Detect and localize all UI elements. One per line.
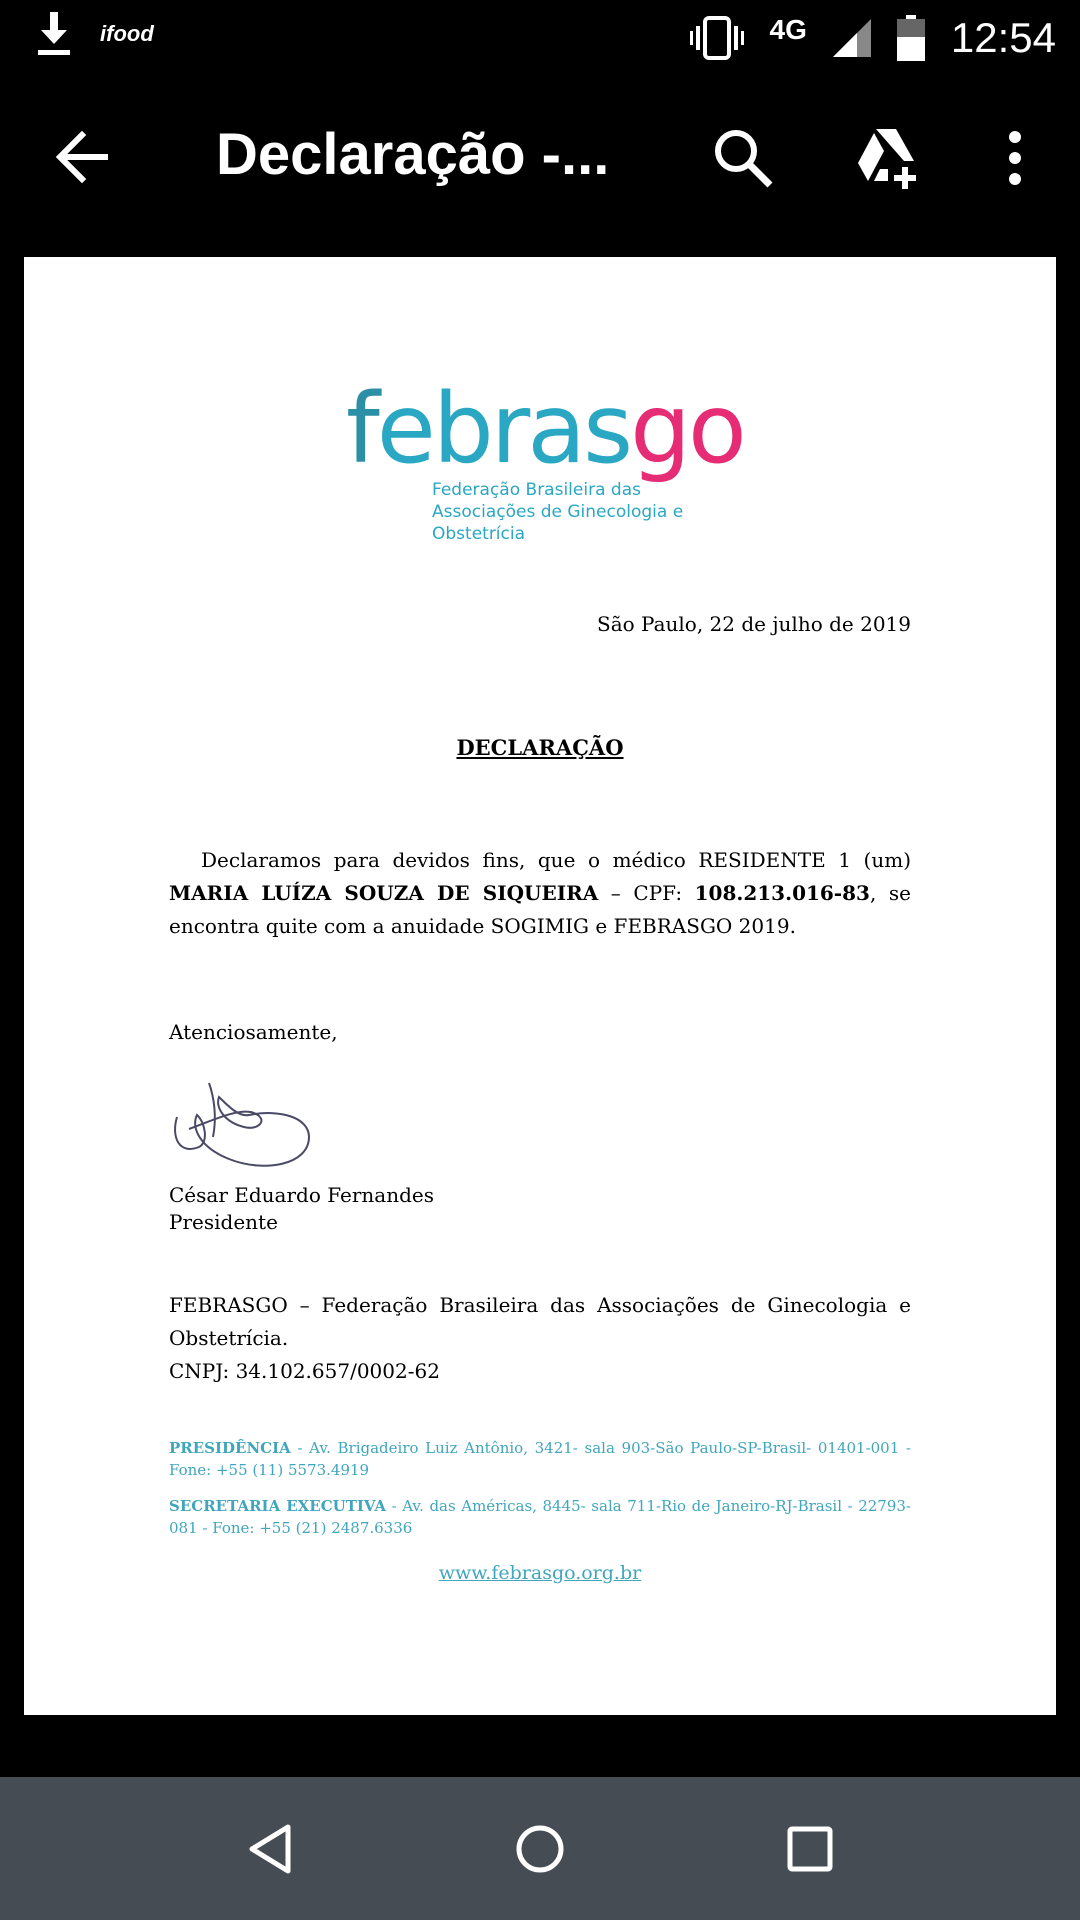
vibrate-icon (690, 16, 744, 60)
signal-icon (833, 19, 871, 57)
resident-name: MARIA LUÍZA SOUZA DE SIQUEIRA (169, 881, 599, 905)
organization-block (169, 1289, 911, 1388)
status-bar (0, 0, 1080, 75)
signer-name: César Eduardo Fernandes (169, 1183, 434, 1207)
organization-name: FEBRASGO – Federação Brasileira das Associações de Ginecologia e Obstetrícia. (169, 1293, 911, 1350)
ifood-icon: ifood (100, 21, 154, 46)
address-presidencia: PRESIDÊNCIA - Av. Brigadeiro Luiz Antônio, 3421- sala 903-São Paulo-SP-Brasil- 01401-001 - Fone: +55 (11) 5573.4919 (169, 1439, 911, 1479)
document-page[interactable] (24, 257, 1056, 1715)
closing-text: Atenciosamente, (169, 1020, 338, 1044)
nav-back-icon[interactable] (244, 1821, 300, 1877)
battery-icon (897, 15, 925, 61)
logo-subtitle-line2: Associações de Ginecologia e Obstetrícia (432, 502, 684, 544)
nav-recents-icon[interactable] (782, 1821, 838, 1877)
search-icon[interactable] (708, 123, 778, 193)
declaration-paragraph: Declaramos para devidos fins, que o médico RESIDENTE 1 (um) MARIA LUÍZA SOUZA DE SIQUEIRA – CPF: 108.213.016-83, se encontra quite com a anuidade SOGIMIG e FEBRASGO 2019. (169, 848, 911, 938)
app-bar (0, 75, 1080, 240)
more-vert-icon[interactable] (990, 123, 1040, 193)
cnpj: CNPJ: 34.102.657/0002-62 (169, 1359, 440, 1383)
nav-home-icon[interactable] (512, 1821, 568, 1877)
signature-image (169, 1077, 319, 1172)
document-date: São Paulo, 22 de julho de 2019 (597, 612, 911, 636)
download-icon (36, 12, 72, 56)
document-title: Declaração -... (216, 122, 610, 187)
drive-add-icon[interactable] (852, 123, 928, 193)
navigation-bar (0, 1777, 1080, 1920)
document-heading: DECLARAÇÃO (456, 735, 624, 760)
logo-subtitle-line1: Federação Brasileira das (432, 480, 641, 500)
website-link[interactable]: www.febrasgo.org.br (438, 1562, 642, 1584)
clock: 12:54 (950, 13, 1056, 61)
cpf-number: 108.213.016-83 (694, 881, 870, 905)
back-arrow-icon[interactable] (52, 125, 116, 189)
febrasgo-logo: febrasgo Federação Brasileira das Associações de Ginecologia e Obstetrícia (346, 379, 766, 529)
signer-block (169, 1182, 434, 1236)
network-type: 4G (769, 13, 807, 45)
address-secretaria: SECRETARIA EXECUTIVA - Av. das Américas, 8445- sala 711-Rio de Janeiro-RJ-Brasil - 22793-081 - Fone: +55 (21) 2487.6336 (169, 1497, 911, 1537)
signer-role: Presidente (169, 1210, 278, 1234)
